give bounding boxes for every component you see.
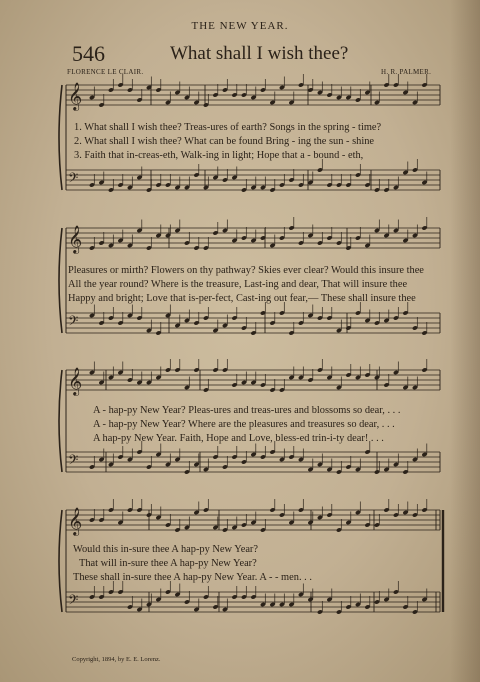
lyric-line: That will in-sure thee A hap-py New Year?: [79, 558, 257, 569]
section-header: THE NEW YEAR.: [191, 20, 289, 32]
bass-clef: 𝄢: [68, 592, 79, 611]
copyright-notice: Copyright, 1894, by E. E. Lorenz.: [72, 656, 161, 663]
system-brace: [59, 370, 62, 472]
lyric-line: 1. What shall I wish thee? Treas-ures of earth? Songs in the spring - time?: [74, 122, 382, 133]
system-brace: [59, 85, 62, 190]
bass-clef: 𝄢: [68, 452, 79, 471]
lyric-line: All the year round? Where is the treasure, Last-ing and dear, That will insure thee: [68, 279, 408, 290]
lyricist-credit: FLORENCE LE CLAIR.: [67, 68, 144, 76]
treble-clef: 𝄞: [68, 367, 83, 395]
treble-clef: 𝄞: [68, 225, 83, 253]
lyric-line: These shall in-sure thee A hap-py New Year. A - - men. . .: [73, 572, 312, 583]
hymn-number: 546: [72, 41, 105, 66]
lyric-line: Pleasures or mirth? Flowers on thy pathway? Skies ever clear? Would this insure thee: [68, 265, 424, 276]
lyric-line: 3. Faith that in-creas-eth, Walk-ing in light; Hope that a - bound - eth,: [74, 150, 364, 161]
treble-clef: 𝄞: [68, 507, 83, 535]
lyric-line: 2. What shall I wish thee? What can be found Bring - ing the sun - shine: [74, 136, 375, 147]
composer-credit: H. R. PALMER.: [381, 68, 432, 76]
bass-clef: 𝄢: [68, 313, 79, 332]
system-brace: [59, 510, 62, 612]
system-brace: [59, 228, 62, 333]
treble-clef: 𝄞: [68, 82, 83, 110]
lyric-line: A hap-py New Year. Faith, Hope and Love, bless-ed trin-i-ty dear! . . .: [93, 433, 384, 444]
lyric-line: Happy and bright; Love that is-per-fect, Cast-ing out fear,— These shall insure thee: [68, 293, 416, 304]
lyric-line: A - hap-py New Year? Where are the pleasures and treasures so dear, . . .: [93, 419, 395, 430]
lyric-line: Would this in-sure thee A hap-py New Year?: [73, 544, 259, 555]
bass-clef: 𝄢: [68, 170, 79, 189]
hymn-title: What shall I wish thee?: [170, 43, 349, 64]
lyric-line: A - hap-py New Year? Pleas-ures and treas-ures and blossoms so dear, . . .: [93, 405, 401, 416]
